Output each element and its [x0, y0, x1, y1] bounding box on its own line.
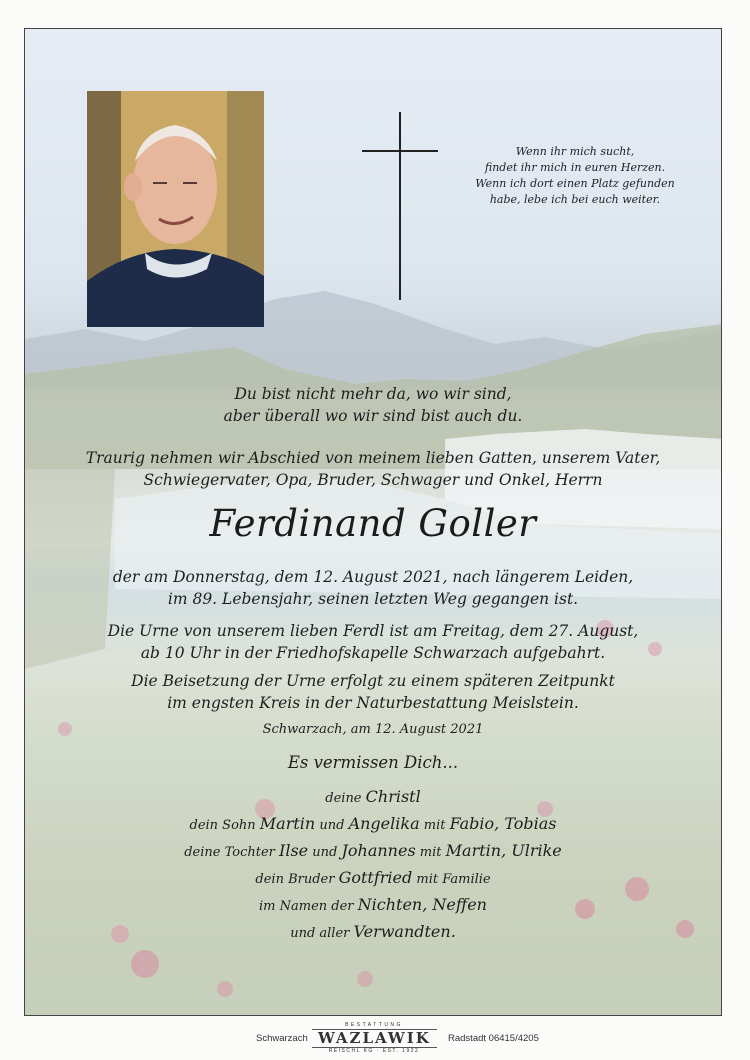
family-name: Martin, Ulrike [445, 841, 562, 860]
place-date: Schwarzach, am 12. August 2021 [262, 722, 484, 737]
funeral-home-logo [312, 1022, 436, 1054]
burial-info [24, 670, 722, 714]
family-name: Gottfried [338, 868, 413, 887]
family-text: und [315, 818, 349, 833]
footer-location-left: Schwarzach [256, 1033, 308, 1044]
death-info-line: der am Donnerstag, dem 12. August 2021, nach längerem Leiden, [112, 568, 634, 586]
portrait-photo [87, 91, 264, 327]
death-info [24, 566, 722, 610]
burial-info-line: im engsten Kreis in der Naturbestattung Meislstein. [167, 694, 579, 712]
poem-line: habe, lebe ich bei euch weiter. [489, 193, 661, 206]
cross-symbol [362, 112, 438, 300]
family-text: im Namen der [259, 899, 358, 914]
family-text: dein Sohn [189, 818, 260, 833]
family-line [24, 784, 722, 811]
family-text: und aller [290, 926, 354, 941]
family-text: mit Familie [412, 872, 491, 887]
family-line [24, 919, 722, 946]
death-info-line: im 89. Lebensjahr, seinen letzten Weg gegangen ist. [167, 590, 579, 608]
portrait-illustration [87, 91, 264, 327]
missed-heading: Es vermissen Dich... [287, 753, 459, 772]
announcement-line: Traurig nehmen wir Abschied von meinem lieben Gatten, unserem Vater, [85, 449, 661, 467]
footer-location-right: Radstadt 06415/4205 [448, 1033, 539, 1044]
family-text: dein Bruder [255, 872, 339, 887]
logo-main-text: WAZLAWIK [312, 1029, 437, 1048]
poem-line: Wenn ihr mich sucht, [515, 145, 635, 158]
poem-line: findet ihr mich in euren Herzen. [484, 161, 666, 174]
poem-line: Wenn ich dort einen Platz gefunden [475, 177, 675, 190]
burial-info-line: Die Beisetzung der Urne erfolgt zu einem späteren Zeitpunkt [131, 672, 615, 690]
family-line [24, 838, 722, 865]
family-name: Nichten, Neffen [357, 895, 487, 914]
family-line [24, 865, 722, 892]
family-name: Ilse [279, 841, 309, 860]
urn-info [24, 620, 722, 664]
family-name: Verwandten. [353, 922, 456, 941]
logo-top-text: BESTATTUNG [345, 1022, 403, 1028]
announcement-line: Schwiegervater, Opa, Bruder, Schwager und Onkel, Herrn [143, 471, 603, 489]
intro-line: aber überall wo wir sind bist auch du. [223, 407, 523, 425]
footer [0, 1020, 750, 1060]
poem [455, 144, 695, 208]
family-text: deine [325, 791, 366, 806]
family-name: Johannes [341, 841, 416, 860]
urn-info-line: Die Urne von unserem lieben Ferdl ist am Freitag, dem 27. August, [107, 622, 639, 640]
family-name: Christl [365, 787, 421, 806]
deceased-name: Ferdinand Goller [209, 502, 537, 545]
intro-verse [24, 383, 722, 427]
family-text: deine Tochter [184, 845, 279, 860]
family-line [24, 811, 722, 838]
family-line [24, 892, 722, 919]
family-name: Angelika [348, 814, 420, 833]
intro-line: Du bist nicht mehr da, wo wir sind, [234, 385, 512, 403]
family-text: und [308, 845, 342, 860]
announcement [24, 447, 722, 491]
family-text: mit [415, 845, 446, 860]
family-list [24, 784, 722, 946]
logo-bottom-text: REISCHL KG · EST. 1922 [328, 1048, 420, 1054]
family-name: Fabio, Tobias [449, 814, 557, 833]
family-text: mit [419, 818, 450, 833]
family-name: Martin [259, 814, 316, 833]
urn-info-line: ab 10 Uhr in der Friedhofskapelle Schwarzach aufgebahrt. [140, 644, 606, 662]
